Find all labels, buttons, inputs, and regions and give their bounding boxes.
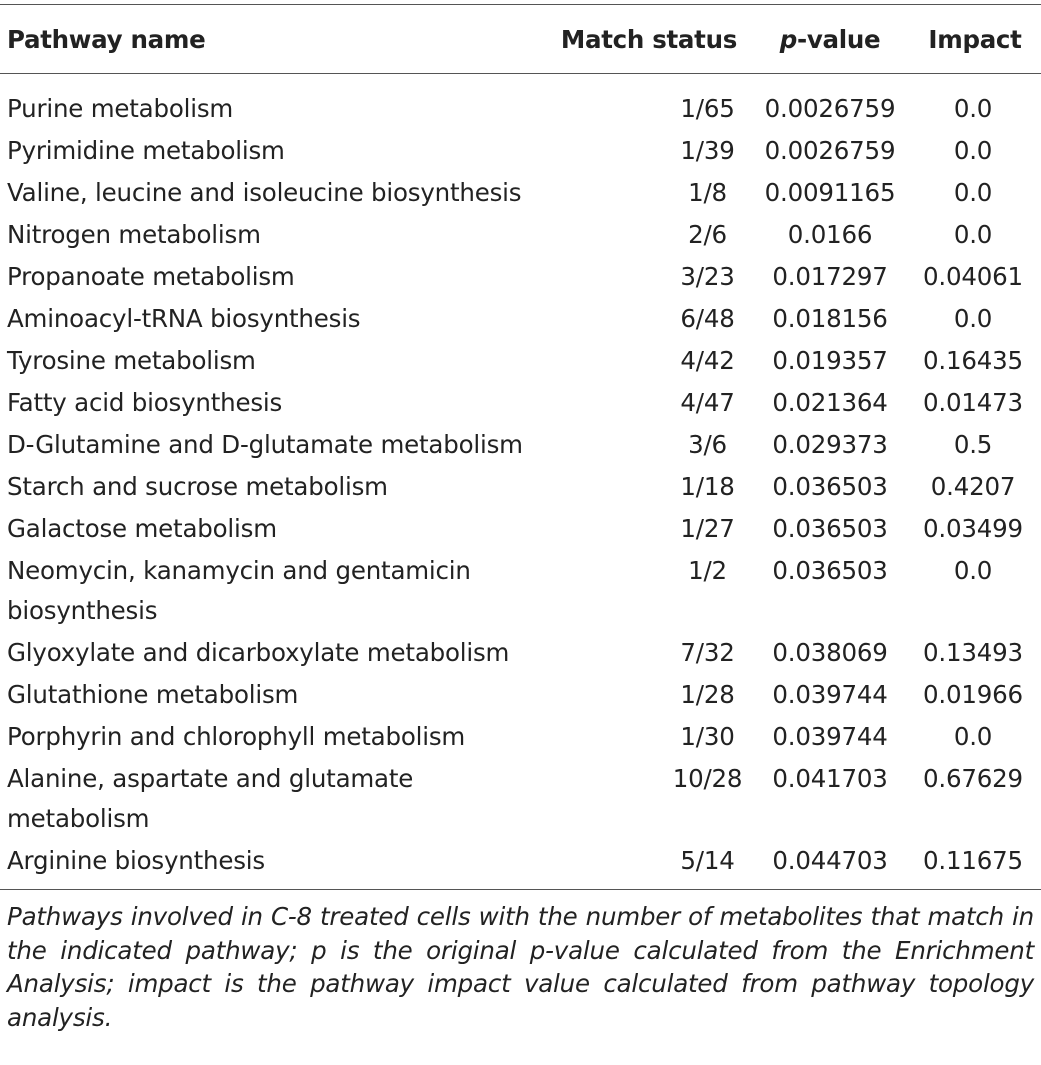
header-p-value <box>755 5 905 74</box>
table-footnote: Pathways involved in C-8 treated cells with the number of metabolites that match in the indicated pathway; p is the original p-value calculated from the Enrichment Analysis; impact is the pathway impact value calculated from pathway topology analysis. <box>7 902 1034 1032</box>
cell-p-value: 0.0026759 <box>764 136 896 165</box>
table-row <box>0 632 1041 674</box>
cell-pathway-name: Nitrogen metabolism <box>7 220 261 249</box>
header-pathway-name: Pathway name <box>7 24 206 54</box>
cell-match-status: 1/2 <box>688 556 727 585</box>
header-impact: Impact <box>928 24 1022 54</box>
cell-match-status: 1/18 <box>680 472 735 501</box>
cell-p-value: 0.038069 <box>772 638 888 667</box>
cell-pathway-name: Valine, leucine and isoleucine biosynthesis <box>7 178 522 207</box>
cell-impact: 0.0 <box>953 220 993 249</box>
cell-pathway-name: Porphyrin and chlorophyll metabolism <box>7 722 466 751</box>
cell-pathway-name: Propanoate metabolism <box>7 262 295 291</box>
cell-impact: 0.04061 <box>923 262 1023 291</box>
cell-match-status: 2/6 <box>688 220 727 249</box>
cell-pathway-name: Arginine biosynthesis <box>7 846 265 875</box>
table-row <box>0 74 1041 131</box>
cell-match-status: 4/42 <box>680 346 735 375</box>
cell-impact: 0.11675 <box>923 846 1023 875</box>
cell-pathway-name: Purine metabolism <box>7 94 234 123</box>
table-row <box>0 674 1041 716</box>
table-row <box>0 340 1041 382</box>
cell-pathway-name: Pyrimidine metabolism <box>7 136 285 165</box>
cell-p-value: 0.036503 <box>772 556 888 585</box>
cell-match-status: 3/6 <box>688 430 727 459</box>
table-row <box>0 424 1041 466</box>
cell-p-value: 0.036503 <box>772 472 888 501</box>
cell-match-status: 1/8 <box>688 178 727 207</box>
pathway-name-part: -Glutamine and <box>25 430 222 459</box>
cell-impact: 0.0 <box>953 94 993 123</box>
cell-impact: 0.5 <box>953 430 993 459</box>
table-row <box>0 214 1041 256</box>
cell-p-value: 0.036503 <box>772 514 888 543</box>
header-p-italic: p <box>779 24 797 54</box>
cell-p-value: 0.019357 <box>772 346 888 375</box>
cell-pathway-name: Fatty acid biosynthesis <box>7 388 283 417</box>
cell-match-status: 4/47 <box>680 388 735 417</box>
cell-impact: 0.01966 <box>923 680 1023 709</box>
cell-p-value: 0.0166 <box>787 220 873 249</box>
cell-impact: 0.16435 <box>923 346 1023 375</box>
cell-impact: 0.0 <box>953 722 993 751</box>
cell-match-status: 1/65 <box>680 94 735 123</box>
cell-impact: 0.0 <box>953 136 993 165</box>
cell-pathway-name: Glutathione metabolism <box>7 680 299 709</box>
header-row <box>0 5 1041 74</box>
table-row <box>0 256 1041 298</box>
cell-p-value: 0.041703 <box>772 764 888 793</box>
cell-impact: 0.67629 <box>923 764 1023 793</box>
cell-impact: 0.0 <box>953 304 993 333</box>
table-row <box>0 130 1041 172</box>
cell-pathway-name <box>0 424 540 466</box>
cell-pathway-name: Neomycin, kanamycin and gentamicin biosynthesis <box>7 556 471 625</box>
cell-match-status: 1/28 <box>680 680 735 709</box>
cell-match-status: 3/23 <box>680 262 735 291</box>
cell-impact: 0.4207 <box>930 472 1016 501</box>
table-row <box>0 550 1041 632</box>
cell-match-status: 1/39 <box>680 136 735 165</box>
cell-impact: 0.13493 <box>923 638 1023 667</box>
cell-pathway-name: Aminoacyl-tRNA biosynthesis <box>7 304 361 333</box>
pathway-table <box>0 4 1041 890</box>
cell-match-status: 10/28 <box>672 764 743 793</box>
cell-p-value: 0.0026759 <box>764 94 896 123</box>
cell-p-value: 0.039744 <box>772 722 888 751</box>
cell-match-status: 7/32 <box>680 638 735 667</box>
cell-p-value: 0.021364 <box>772 388 888 417</box>
table-body <box>0 74 1041 890</box>
cell-p-value: 0.044703 <box>772 846 888 875</box>
cell-pathway-name: Tyrosine metabolism <box>7 346 256 375</box>
table-row <box>0 466 1041 508</box>
pathway-name-part: D <box>221 430 240 459</box>
cell-match-status: 6/48 <box>680 304 735 333</box>
table-row <box>0 172 1041 214</box>
table-row <box>0 508 1041 550</box>
cell-p-value: 0.0091165 <box>764 178 896 207</box>
cell-impact: 0.0 <box>953 556 993 585</box>
cell-impact: 0.03499 <box>923 514 1023 543</box>
cell-impact: 0.0 <box>953 178 993 207</box>
pathway-name-part: D <box>7 430 26 459</box>
table-row <box>0 298 1041 340</box>
cell-match-status: 1/27 <box>680 514 735 543</box>
table-row <box>0 382 1041 424</box>
cell-p-value: 0.029373 <box>772 430 888 459</box>
cell-match-status: 5/14 <box>680 846 735 875</box>
table-row <box>0 758 1041 840</box>
cell-pathway-name: Glyoxylate and dicarboxylate metabolism <box>7 638 510 667</box>
cell-p-value: 0.017297 <box>772 262 888 291</box>
cell-pathway-name: Starch and sucrose metabolism <box>7 472 388 501</box>
table-row <box>0 840 1041 890</box>
table-header <box>0 5 1041 74</box>
header-match-status: Match status <box>560 24 737 54</box>
header-p-rest: -value <box>796 24 881 54</box>
cell-pathway-name: Alanine, aspartate and glutamate metabolism <box>7 764 414 833</box>
cell-p-value: 0.039744 <box>772 680 888 709</box>
cell-impact: 0.01473 <box>923 388 1023 417</box>
cell-pathway-name: Galactose metabolism <box>7 514 277 543</box>
cell-p-value: 0.018156 <box>772 304 888 333</box>
table-row <box>0 716 1041 758</box>
pathway-name-part: -glutamate metabolism <box>239 430 523 459</box>
cell-match-status: 1/30 <box>680 722 735 751</box>
